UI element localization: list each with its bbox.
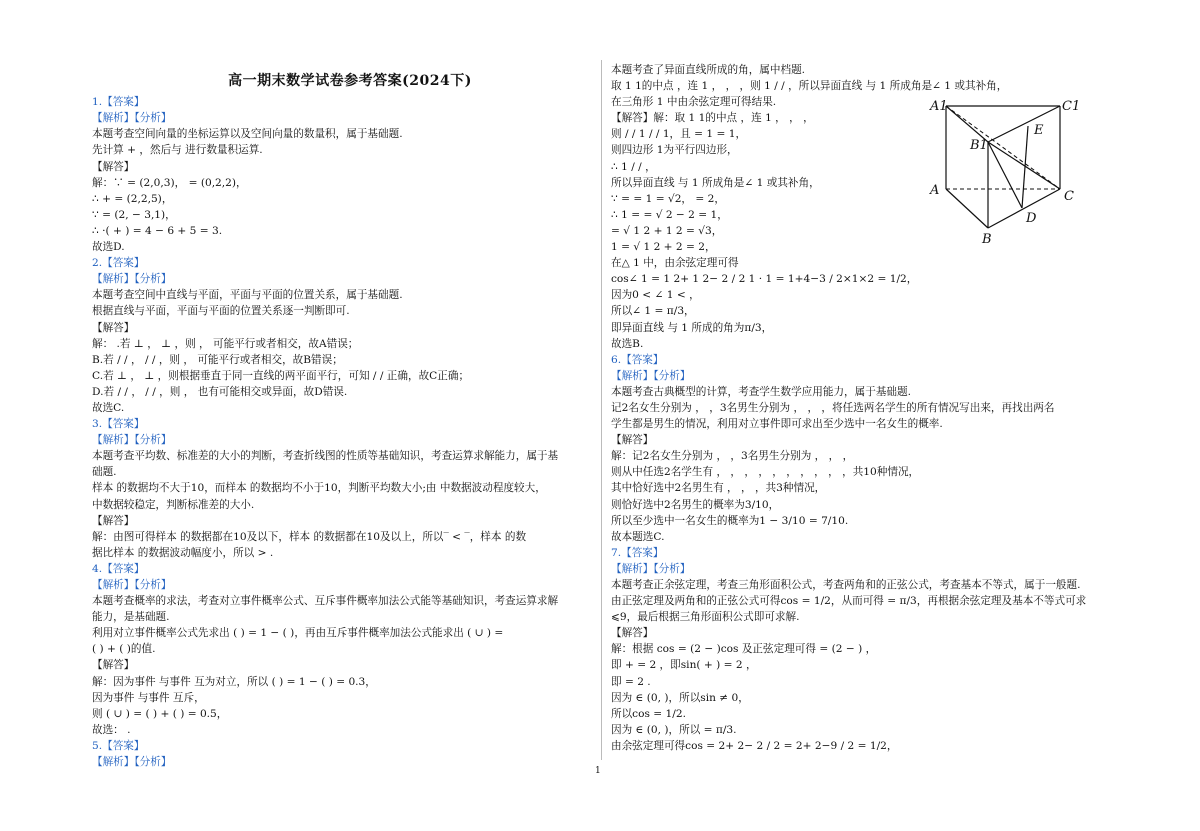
left-line: 【解答】 <box>92 514 135 527</box>
right-line: 学生都是男生的情况，利用对立事件即可求出至少选中一名女生的概率. <box>611 418 943 431</box>
right-line: 【解析】【分析】 <box>611 562 691 575</box>
right-line: 即异面直线 与 1 所成的角为π/3， <box>611 321 773 334</box>
right-line: 则恰好选中2名男生的概率为3/10， <box>611 498 780 511</box>
left-line: 【解析】【分析】 <box>92 273 172 286</box>
left-column <box>92 62 592 770</box>
edge-b1-c1 <box>988 106 1060 142</box>
right-line: 即 + = 2 ，即sin( + ) = 2 ， <box>611 659 757 672</box>
left-line: 5.【答案】 <box>92 739 145 752</box>
left-line: 3.【答案】 <box>92 418 145 431</box>
left-line: 础题. <box>92 466 117 479</box>
right-line: 因为0 < ∠ 1 < ， <box>611 289 700 302</box>
vertex-label: B <box>982 232 992 246</box>
left-line: 【解答】 <box>92 659 135 672</box>
left-line: 解： .若 ⊥ ， ⊥ ，则 ， 可能平行或者相交，故A错误； <box>92 337 359 350</box>
left-line: 根据直线与平面，平面与平面的位置关系逐一判断即可. <box>92 305 350 318</box>
prism-figure <box>928 96 1104 246</box>
left-line: 先计算 + ，然后与 进行数量积运算. <box>92 144 263 157</box>
right-line: = √ 1 2 + 1 2 = √3， <box>611 224 723 237</box>
right-line: 所以异面直线 与 1 所成角是∠ 1 或其补角， <box>611 176 820 189</box>
right-line: 由正弦定理及两角和的正弦公式可得cos = 1/2，从而可得 = π/3，再根据余弦定理及基本不等式可求 <box>611 595 1087 608</box>
left-line: 据比样本 的数据波动幅度小，所以 > . <box>92 546 274 559</box>
left-line: 故选C. <box>92 401 125 414</box>
left-line: 样本 的数据均不大于10，而样本 的数据均不小于10，判断平均数大小;由 中数据波动程度较大， <box>92 482 546 495</box>
page-title: 高一期末数学试卷参考答案(2024下) <box>228 73 472 89</box>
right-line: 则 / / 1 / / 1，且 = 1 = 1， <box>611 128 747 141</box>
right-line: 所以∠ 1 = π/3， <box>611 305 695 318</box>
left-line: ∴ ·( + ) = 4 − 6 + 5 = 3. <box>92 224 223 237</box>
right-line: 因为 ∈ (0, )，所以sin ≠ 0， <box>611 691 749 704</box>
right-line: 记2名女生分别为 ， ，3名男生分别为 ， ， ，将任选两名学生的所有情况写出来，再找出两名 <box>611 401 1055 414</box>
right-line: 则四边形 1为平行四边形， <box>611 144 738 157</box>
left-line: 解：因为事件 与事件 互为对立，所以 ( ) = 1 − ( ) = 0.3， <box>92 675 376 688</box>
left-line: 本题考查概率的求法，考查对立事件概率公式、互斥事件概率加法公式能等基础知识，考查运算求解 <box>92 595 559 608</box>
right-line: 1 = √ 1 2 + 2 = 2， <box>611 241 716 254</box>
left-line: 中数据较稳定，判断标准差的大小. <box>92 498 255 511</box>
right-line: 【解答】 <box>611 434 654 447</box>
vertex-label: D <box>1026 211 1037 226</box>
segment-b1-d <box>988 142 1022 208</box>
vertex-label: C1 <box>1062 99 1081 114</box>
segment-a1-c-hidden <box>946 106 1060 189</box>
left-line: 解：由图可得样本 的数据都在10及以下，样本 的数据都在10及以上，所以‾ < ‾，样本 的数 <box>92 530 527 543</box>
left-line: ( ) + ( )的值. <box>92 643 156 656</box>
right-line: ∴ 1 / / ， <box>611 160 656 173</box>
left-line: 2.【答案】 <box>92 257 145 270</box>
right-line: 本题考查古典概型的计算，考查学生数学应用能力，属于基础题. <box>611 385 911 398</box>
left-line: 故选D. <box>92 241 125 254</box>
edge-a1-b1 <box>946 106 988 142</box>
vertex-label: B1 <box>970 138 988 153</box>
left-line: 故选： . <box>92 723 131 736</box>
right-line: 6.【答案】 <box>611 353 664 366</box>
vertex-label: A <box>930 183 940 198</box>
right-line: 7.【答案】 <box>611 546 664 559</box>
right-line: 即 = 2 . <box>611 675 651 688</box>
vertex-label: E <box>1034 123 1044 138</box>
right-line: 由余弦定理可得cos = 2+ 2− 2 / 2 = 2+ 2−9 / 2 = 1/2， <box>611 739 898 752</box>
column-divider <box>601 60 602 760</box>
right-line: 本题考查了异面直线所成的角，属中档题. <box>611 64 806 76</box>
left-line: 则 ( ∪ ) = ( ) + ( ) = 0.5， <box>92 707 228 720</box>
left-line: 解：∵ = (2,0,3)， = (0,2,2)， <box>92 176 247 189</box>
left-line: ∵ = (2, − 3,1)， <box>92 208 176 221</box>
left-line: 【解析】【分析】 <box>92 112 172 125</box>
left-line: 能力，是基础题. <box>92 611 170 624</box>
left-line: C.若 ⊥ ， ⊥ ，则根据垂直于同一直线的两平面平行，可知 / / 正确，故C正确； <box>92 369 470 382</box>
left-line: 利用对立事件概率公式先求出 ( ) = 1 − ( )，再由互斥事件概率加法公式能求出 ( ∪ ) = <box>92 627 504 640</box>
edge-b-c <box>988 189 1060 228</box>
right-line: 故选B. <box>611 337 644 350</box>
right-line: ∵ = = 1 = √2， = 2， <box>611 192 725 205</box>
vertex-label: C <box>1064 189 1074 204</box>
right-line: 解：记2名女生分别为 ， ，3名男生分别为 ， ， ， <box>611 450 854 463</box>
left-line: 因为事件 与事件 互斥， <box>92 691 205 704</box>
left-line: 本题考查平均数、标准差的大小的判断，考查折线图的性质等基础知识，考查运算求解能力，属于基 <box>92 450 559 463</box>
left-line <box>92 62 592 78</box>
left-line: B.若 / / ， / / ，则 ， 可能平行或者相交，故B错误； <box>92 353 343 366</box>
right-line: 所以至少选中一名女生的概率为1 − 3/10 = 7/10. <box>611 514 849 527</box>
right-line: 在△ 1 中，由余弦定理可得 <box>611 257 739 270</box>
right-line: 因为 ∈ (0, )，所以 = π/3. <box>611 723 737 736</box>
left-line: 1.【答案】 <box>92 96 145 109</box>
left-line: 4.【答案】 <box>92 562 145 575</box>
right-line: 【解答】解：取 1 1的中点 ，连 1 ， ， ， <box>611 112 814 125</box>
right-line: 本题考查正余弦定理，考查三角形面积公式，考查两角和的正弦公式，考查基本不等式，属于一般题. <box>611 579 1081 591</box>
left-line: 【解析】【分析】 <box>92 756 172 769</box>
right-line: 取 1 1的中点 ，连 1 ， ， ，则 1 / / ，所以异面直线 与 1 所成角是∠ 1 或其补角， <box>611 80 1008 93</box>
right-line: 故本题选C. <box>611 530 665 543</box>
left-line <box>92 78 592 94</box>
left-line: ∴ + = (2,2,5)， <box>92 192 173 205</box>
right-line: 其中恰好选中2名男生有 ， ， ，共3种情况， <box>611 482 826 495</box>
right-line: 在三角形 1 中由余弦定理可得结果. <box>611 96 777 109</box>
left-line: 【解析】【分析】 <box>92 579 172 591</box>
page-number: 1 <box>595 766 601 776</box>
right-line: cos∠ 1 = 1 2+ 1 2− 2 / 2 1 · 1 = 1+4−3 / 2×1×2 = 1/2， <box>611 273 918 286</box>
vertex-label: A1 <box>930 99 948 114</box>
edge-a-b <box>946 189 988 228</box>
left-line: 本题考查空间向量的坐标运算以及空间向量的数量积，属于基础题. <box>92 128 403 141</box>
left-line: 【解答】 <box>92 321 135 334</box>
left-line: 【解析】【分析】 <box>92 434 172 447</box>
right-line: 【解析】【分析】 <box>611 369 691 382</box>
right-line: ∴ 1 = = √ 2 − 2 = 1， <box>611 208 728 221</box>
right-line: 【解答】 <box>611 627 654 640</box>
left-line: 本题考查空间中直线与平面，平面与平面的位置关系，属于基础题. <box>92 289 403 302</box>
right-line: ⩽9，最后根据三角形面积公式即可求解. <box>611 611 800 624</box>
left-line: D.若 / / ， / / ，则 ， 也有可能相交或异面，故D错误. <box>92 385 348 398</box>
left-line: 【解答】 <box>92 160 135 173</box>
right-line: 则从中任选2名学生有 ， ， ， ， ， ， ， ， ， ，共10种情况， <box>611 466 920 479</box>
right-line: 解：根据 cos = (2 − )cos 及正弦定理可得 = (2 − ) ， <box>611 643 877 656</box>
right-line: 所以cos = 1/2. <box>611 707 686 720</box>
